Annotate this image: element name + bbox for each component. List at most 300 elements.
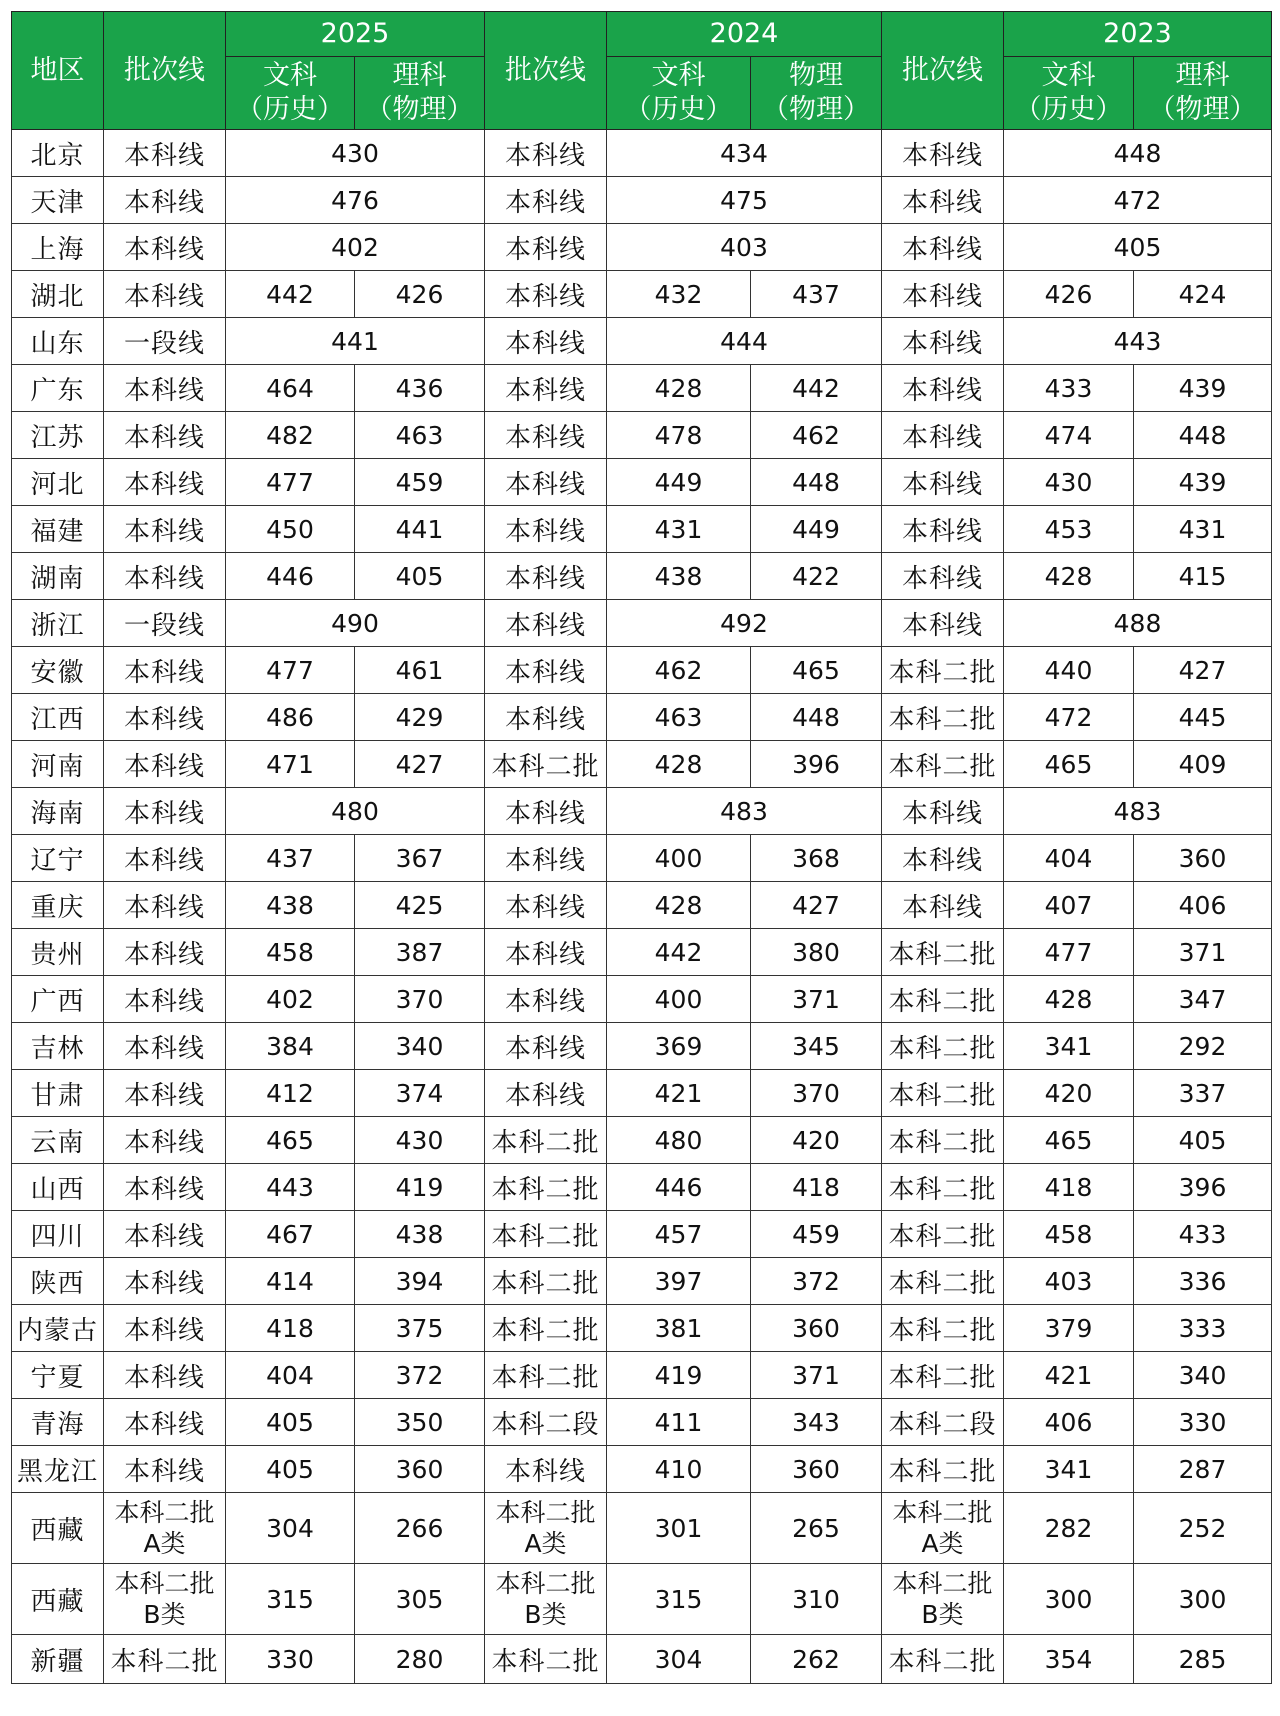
batch-cell: 本科二批 — [485, 1352, 607, 1399]
region-cell: 江西 — [12, 694, 104, 741]
batch-line1: 本科二批 — [495, 1568, 596, 1598]
batch-cell: 本科二批 — [882, 1117, 1004, 1164]
li-score-cell: 370 — [355, 976, 485, 1023]
admission-score-table — [11, 11, 1272, 1684]
li-score-cell: 465 — [751, 647, 882, 694]
header-li-line2: （物理） — [365, 94, 474, 125]
region-cell: 西藏 — [12, 1493, 104, 1564]
wen-score-cell: 304 — [607, 1635, 751, 1684]
wen-score-cell: 300 — [1004, 1564, 1134, 1635]
batch-line1: 本科二批 — [495, 1497, 596, 1527]
batch-cell — [485, 1493, 607, 1564]
batch-cell: 本科二批 — [882, 694, 1004, 741]
header-year-2024: 2024 — [607, 12, 882, 57]
table-row — [12, 1564, 1272, 1635]
table-row — [12, 1211, 1272, 1258]
wen-score-cell: 471 — [226, 741, 355, 788]
batch-cell: 本科线 — [104, 365, 226, 412]
li-score-cell: 405 — [1134, 1117, 1272, 1164]
combined-score-cell: 483 — [607, 788, 882, 835]
batch-cell: 本科二批 — [882, 1305, 1004, 1352]
li-score-cell: 368 — [751, 835, 882, 882]
batch-cell: 本科线 — [485, 177, 607, 224]
region-cell: 青海 — [12, 1399, 104, 1446]
header-li-line2: （物理） — [1148, 94, 1257, 125]
wen-score-cell: 449 — [607, 459, 751, 506]
table-row — [12, 1305, 1272, 1352]
batch-cell: 本科线 — [104, 506, 226, 553]
li-score-cell: 387 — [355, 929, 485, 976]
batch-cell — [485, 1564, 607, 1635]
combined-score-cell: 475 — [607, 177, 882, 224]
batch-cell: 本科线 — [485, 976, 607, 1023]
header-batch-2025: 批次线 — [104, 12, 226, 130]
batch-cell: 本科线 — [882, 224, 1004, 271]
combined-score-cell: 441 — [226, 318, 485, 365]
li-score-cell: 427 — [355, 741, 485, 788]
table-row — [12, 1493, 1272, 1564]
table-row — [12, 1023, 1272, 1070]
li-score-cell: 300 — [1134, 1564, 1272, 1635]
wen-score-cell: 418 — [226, 1305, 355, 1352]
batch-cell: 本科二批 — [485, 1635, 607, 1684]
batch-cell: 本科线 — [485, 835, 607, 882]
li-score-cell: 449 — [751, 506, 882, 553]
wen-score-cell: 478 — [607, 412, 751, 459]
region-cell: 云南 — [12, 1117, 104, 1164]
batch-cell: 本科线 — [104, 412, 226, 459]
table-body — [12, 130, 1272, 1684]
wen-score-cell: 433 — [1004, 365, 1134, 412]
li-score-cell: 418 — [751, 1164, 882, 1211]
batch-cell: 本科线 — [485, 1070, 607, 1117]
li-score-cell: 371 — [751, 976, 882, 1023]
batch-cell: 本科线 — [104, 1117, 226, 1164]
region-cell: 贵州 — [12, 929, 104, 976]
li-score-cell: 427 — [1134, 647, 1272, 694]
batch-line2: A类 — [143, 1529, 186, 1558]
li-score-cell: 425 — [355, 882, 485, 929]
batch-cell: 本科二批 — [485, 1305, 607, 1352]
combined-score-cell: 480 — [226, 788, 485, 835]
batch-cell — [104, 1493, 226, 1564]
li-score-cell: 372 — [355, 1352, 485, 1399]
table-row — [12, 130, 1272, 177]
wen-score-cell: 282 — [1004, 1493, 1134, 1564]
batch-cell: 本科线 — [104, 1399, 226, 1446]
wen-score-cell: 464 — [226, 365, 355, 412]
li-score-cell: 445 — [1134, 694, 1272, 741]
region-cell: 内蒙古 — [12, 1305, 104, 1352]
table-row — [12, 741, 1272, 788]
li-score-cell: 437 — [751, 271, 882, 318]
batch-line2: B类 — [921, 1600, 964, 1629]
li-score-cell: 436 — [355, 365, 485, 412]
wen-score-cell: 438 — [607, 553, 751, 600]
li-score-cell: 333 — [1134, 1305, 1272, 1352]
region-cell: 湖北 — [12, 271, 104, 318]
li-score-cell: 345 — [751, 1023, 882, 1070]
wen-score-cell: 341 — [1004, 1023, 1134, 1070]
table-row — [12, 835, 1272, 882]
wen-score-cell: 457 — [607, 1211, 751, 1258]
region-cell: 陕西 — [12, 1258, 104, 1305]
region-cell: 江苏 — [12, 412, 104, 459]
wen-score-cell: 379 — [1004, 1305, 1134, 1352]
wen-score-cell: 428 — [607, 882, 751, 929]
li-score-cell: 343 — [751, 1399, 882, 1446]
wen-score-cell: 482 — [226, 412, 355, 459]
batch-cell: 本科二批 — [485, 1117, 607, 1164]
batch-cell — [882, 1493, 1004, 1564]
li-score-cell: 360 — [751, 1305, 882, 1352]
batch-cell: 本科二批 — [882, 1211, 1004, 1258]
batch-cell: 本科二批 — [882, 929, 1004, 976]
li-score-cell: 310 — [751, 1564, 882, 1635]
li-score-cell: 371 — [1134, 929, 1272, 976]
li-score-cell: 406 — [1134, 882, 1272, 929]
li-score-cell: 461 — [355, 647, 485, 694]
wen-score-cell: 419 — [607, 1352, 751, 1399]
table-row — [12, 271, 1272, 318]
li-score-cell: 280 — [355, 1635, 485, 1684]
header-wen-line2: （历史） — [236, 94, 344, 125]
batch-cell: 本科线 — [882, 600, 1004, 647]
batch-cell: 本科线 — [882, 412, 1004, 459]
batch-line2: B类 — [524, 1600, 567, 1629]
combined-score-cell: 434 — [607, 130, 882, 177]
region-cell: 西藏 — [12, 1564, 104, 1635]
header-li-2025 — [355, 57, 485, 130]
combined-score-cell: 405 — [1004, 224, 1272, 271]
table-row — [12, 694, 1272, 741]
header-region: 地区 — [12, 12, 104, 130]
wen-score-cell: 402 — [226, 976, 355, 1023]
batch-cell: 本科线 — [104, 1258, 226, 1305]
table-row — [12, 1446, 1272, 1493]
wen-score-cell: 420 — [1004, 1070, 1134, 1117]
wen-score-cell: 442 — [226, 271, 355, 318]
wen-score-cell: 404 — [1004, 835, 1134, 882]
li-score-cell: 360 — [751, 1446, 882, 1493]
header-wu-line2: （物理） — [762, 94, 870, 125]
li-score-cell: 394 — [355, 1258, 485, 1305]
li-score-cell: 305 — [355, 1564, 485, 1635]
combined-score-cell: 492 — [607, 600, 882, 647]
wen-score-cell: 397 — [607, 1258, 751, 1305]
li-score-cell: 430 — [355, 1117, 485, 1164]
table-row — [12, 365, 1272, 412]
li-score-cell: 409 — [1134, 741, 1272, 788]
header-wen-line1: 文科 — [651, 60, 706, 92]
wen-score-cell: 421 — [607, 1070, 751, 1117]
li-score-cell: 266 — [355, 1493, 485, 1564]
batch-cell: 本科线 — [104, 976, 226, 1023]
li-score-cell: 372 — [751, 1258, 882, 1305]
region-cell: 重庆 — [12, 882, 104, 929]
batch-line2: B类 — [143, 1600, 186, 1629]
batch-cell: 本科二批 — [882, 976, 1004, 1023]
li-score-cell: 419 — [355, 1164, 485, 1211]
wen-score-cell: 442 — [607, 929, 751, 976]
batch-cell: 本科二段 — [882, 1399, 1004, 1446]
li-score-cell: 463 — [355, 412, 485, 459]
region-cell: 广西 — [12, 976, 104, 1023]
batch-line1: 本科二批 — [114, 1497, 215, 1527]
batch-cell: 本科二批 — [882, 1023, 1004, 1070]
batch-cell: 本科线 — [485, 929, 607, 976]
li-score-cell: 292 — [1134, 1023, 1272, 1070]
combined-score-cell: 444 — [607, 318, 882, 365]
wen-score-cell: 432 — [607, 271, 751, 318]
wen-score-cell: 414 — [226, 1258, 355, 1305]
combined-score-cell: 472 — [1004, 177, 1272, 224]
li-score-cell: 439 — [1134, 459, 1272, 506]
region-cell: 河南 — [12, 741, 104, 788]
batch-cell: 一段线 — [104, 318, 226, 365]
wen-score-cell: 477 — [226, 647, 355, 694]
wen-score-cell: 458 — [1004, 1211, 1134, 1258]
wen-score-cell: 477 — [1004, 929, 1134, 976]
region-cell: 河北 — [12, 459, 104, 506]
batch-cell: 本科线 — [882, 553, 1004, 600]
region-cell: 甘肃 — [12, 1070, 104, 1117]
wen-score-cell: 430 — [1004, 459, 1134, 506]
batch-cell: 本科线 — [104, 459, 226, 506]
batch-cell: 本科线 — [104, 788, 226, 835]
batch-cell: 本科二段 — [485, 1399, 607, 1446]
wen-score-cell: 446 — [226, 553, 355, 600]
li-score-cell: 433 — [1134, 1211, 1272, 1258]
batch-cell: 本科线 — [485, 365, 607, 412]
wen-score-cell: 405 — [226, 1446, 355, 1493]
batch-cell: 本科线 — [882, 130, 1004, 177]
batch-cell: 本科线 — [485, 1446, 607, 1493]
wen-score-cell: 330 — [226, 1635, 355, 1684]
combined-score-cell: 402 — [226, 224, 485, 271]
batch-line1: 本科二批 — [892, 1568, 993, 1598]
li-score-cell: 265 — [751, 1493, 882, 1564]
batch-cell: 本科线 — [485, 506, 607, 553]
batch-cell: 本科线 — [882, 177, 1004, 224]
batch-cell: 本科线 — [104, 1446, 226, 1493]
batch-cell: 本科线 — [104, 929, 226, 976]
table-row — [12, 412, 1272, 459]
batch-cell: 本科二批 — [104, 1635, 226, 1684]
table-row — [12, 1352, 1272, 1399]
batch-cell: 本科线 — [104, 882, 226, 929]
wen-score-cell: 315 — [607, 1564, 751, 1635]
batch-cell — [882, 1564, 1004, 1635]
batch-line2: A类 — [524, 1529, 567, 1558]
li-score-cell: 462 — [751, 412, 882, 459]
batch-cell: 本科线 — [104, 1211, 226, 1258]
batch-cell: 本科线 — [882, 835, 1004, 882]
wen-score-cell: 437 — [226, 835, 355, 882]
wen-score-cell: 405 — [226, 1399, 355, 1446]
header-batch-2023: 批次线 — [882, 12, 1004, 130]
li-score-cell: 438 — [355, 1211, 485, 1258]
wen-score-cell: 301 — [607, 1493, 751, 1564]
wen-score-cell: 474 — [1004, 412, 1134, 459]
combined-score-cell: 488 — [1004, 600, 1272, 647]
wen-score-cell: 341 — [1004, 1446, 1134, 1493]
li-score-cell: 405 — [355, 553, 485, 600]
li-score-cell: 336 — [1134, 1258, 1272, 1305]
batch-cell: 本科二批 — [485, 1211, 607, 1258]
table-row — [12, 1117, 1272, 1164]
batch-cell: 本科线 — [485, 600, 607, 647]
region-cell: 天津 — [12, 177, 104, 224]
region-cell: 山东 — [12, 318, 104, 365]
wen-score-cell: 458 — [226, 929, 355, 976]
li-score-cell: 441 — [355, 506, 485, 553]
table-row — [12, 177, 1272, 224]
wen-score-cell: 421 — [1004, 1352, 1134, 1399]
batch-cell: 本科线 — [882, 318, 1004, 365]
combined-score-cell: 448 — [1004, 130, 1272, 177]
batch-cell: 本科线 — [882, 788, 1004, 835]
batch-cell: 本科线 — [882, 506, 1004, 553]
li-score-cell: 360 — [1134, 835, 1272, 882]
wen-score-cell: 467 — [226, 1211, 355, 1258]
table-row — [12, 1164, 1272, 1211]
header-li-line1: 理科 — [1175, 60, 1230, 92]
score-table-wrapper — [11, 11, 1271, 1684]
wen-score-cell: 407 — [1004, 882, 1134, 929]
table-row — [12, 1070, 1272, 1117]
wen-score-cell: 426 — [1004, 271, 1134, 318]
li-score-cell: 367 — [355, 835, 485, 882]
li-score-cell: 442 — [751, 365, 882, 412]
li-score-cell: 380 — [751, 929, 882, 976]
batch-cell: 本科线 — [485, 130, 607, 177]
batch-cell: 本科线 — [104, 271, 226, 318]
batch-cell: 本科线 — [104, 1352, 226, 1399]
table-row — [12, 929, 1272, 976]
region-cell: 海南 — [12, 788, 104, 835]
wen-score-cell: 486 — [226, 694, 355, 741]
batch-cell: 本科线 — [485, 412, 607, 459]
header-wen-line2: （历史） — [1014, 94, 1123, 125]
wen-score-cell: 411 — [607, 1399, 751, 1446]
batch-cell: 本科线 — [104, 130, 226, 177]
wen-score-cell: 462 — [607, 647, 751, 694]
header-wen-2023 — [1004, 57, 1134, 130]
table-row — [12, 1399, 1272, 1446]
header-wen-line2: （历史） — [624, 94, 733, 125]
wen-score-cell: 428 — [1004, 553, 1134, 600]
batch-cell: 本科二批 — [485, 1164, 607, 1211]
region-cell: 安徽 — [12, 647, 104, 694]
batch-cell: 本科线 — [104, 553, 226, 600]
batch-line1: 本科二批 — [892, 1497, 993, 1527]
li-score-cell: 422 — [751, 553, 882, 600]
batch-cell: 本科线 — [104, 741, 226, 788]
region-cell: 宁夏 — [12, 1352, 104, 1399]
header-year-2025: 2025 — [226, 12, 485, 57]
batch-cell: 本科线 — [485, 459, 607, 506]
header-wen-2025 — [226, 57, 355, 130]
li-score-cell: 252 — [1134, 1493, 1272, 1564]
wen-score-cell: 428 — [607, 741, 751, 788]
combined-score-cell: 403 — [607, 224, 882, 271]
li-score-cell: 424 — [1134, 271, 1272, 318]
wen-score-cell: 400 — [607, 976, 751, 1023]
table-header — [12, 12, 1272, 130]
batch-cell: 本科二批 — [882, 1635, 1004, 1684]
batch-cell: 本科线 — [104, 224, 226, 271]
batch-cell: 本科二批 — [882, 1164, 1004, 1211]
table-row — [12, 1258, 1272, 1305]
wen-score-cell: 403 — [1004, 1258, 1134, 1305]
batch-cell: 本科线 — [485, 1023, 607, 1070]
batch-cell: 本科线 — [485, 694, 607, 741]
batch-cell: 本科线 — [104, 694, 226, 741]
batch-cell: 本科二批 — [485, 1258, 607, 1305]
li-score-cell: 330 — [1134, 1399, 1272, 1446]
header-wen-2024 — [607, 57, 751, 130]
batch-cell — [104, 1564, 226, 1635]
region-cell: 山西 — [12, 1164, 104, 1211]
li-score-cell: 448 — [751, 694, 882, 741]
li-score-cell: 426 — [355, 271, 485, 318]
combined-score-cell: 476 — [226, 177, 485, 224]
batch-cell: 本科线 — [104, 647, 226, 694]
region-cell: 新疆 — [12, 1635, 104, 1684]
region-cell: 上海 — [12, 224, 104, 271]
region-cell: 广东 — [12, 365, 104, 412]
batch-cell: 本科线 — [104, 177, 226, 224]
header-wen-line1: 文科 — [1041, 60, 1096, 92]
batch-cell: 本科线 — [485, 882, 607, 929]
table-row — [12, 459, 1272, 506]
wen-score-cell: 315 — [226, 1564, 355, 1635]
combined-score-cell: 443 — [1004, 318, 1272, 365]
region-cell: 黑龙江 — [12, 1446, 104, 1493]
li-score-cell: 448 — [1134, 412, 1272, 459]
batch-cell: 本科线 — [104, 1070, 226, 1117]
li-score-cell: 340 — [355, 1023, 485, 1070]
li-score-cell: 262 — [751, 1635, 882, 1684]
li-score-cell: 396 — [1134, 1164, 1272, 1211]
wen-score-cell: 431 — [607, 506, 751, 553]
li-score-cell: 370 — [751, 1070, 882, 1117]
li-score-cell: 287 — [1134, 1446, 1272, 1493]
wen-score-cell: 450 — [226, 506, 355, 553]
wen-score-cell: 443 — [226, 1164, 355, 1211]
table-row — [12, 506, 1272, 553]
wen-score-cell: 465 — [1004, 1117, 1134, 1164]
batch-cell: 本科二批 — [882, 1446, 1004, 1493]
li-score-cell: 350 — [355, 1399, 485, 1446]
wen-score-cell: 304 — [226, 1493, 355, 1564]
batch-cell: 本科线 — [882, 271, 1004, 318]
wen-score-cell: 438 — [226, 882, 355, 929]
table-row — [12, 318, 1272, 365]
batch-cell: 本科二批 — [485, 741, 607, 788]
header-li-2023 — [1134, 57, 1272, 130]
batch-cell: 本科线 — [104, 1023, 226, 1070]
li-score-cell: 374 — [355, 1070, 485, 1117]
wen-score-cell: 428 — [607, 365, 751, 412]
batch-cell: 本科线 — [882, 882, 1004, 929]
region-cell: 四川 — [12, 1211, 104, 1258]
wen-score-cell: 465 — [226, 1117, 355, 1164]
region-cell: 福建 — [12, 506, 104, 553]
li-score-cell: 360 — [355, 1446, 485, 1493]
wen-score-cell: 404 — [226, 1352, 355, 1399]
